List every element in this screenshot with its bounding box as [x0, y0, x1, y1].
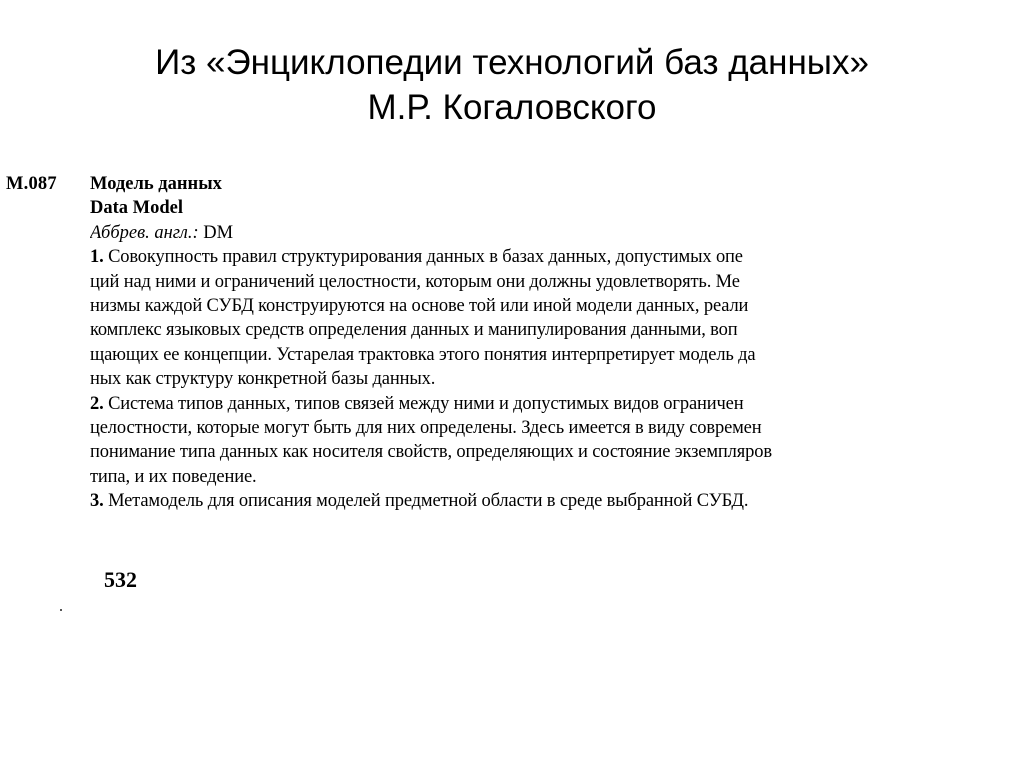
term-russian: Модель данных	[90, 174, 222, 194]
page-number: 532	[104, 567, 137, 592]
definition-1-text: Совокупность правил структурирования данных в базах данных, допустимых опе	[108, 247, 743, 268]
definition-1-line: щающих ее концепции. Устарелая трактовка этого понятия интерпретирует модель да	[90, 344, 756, 365]
definition-2-line	[90, 392, 970, 416]
slide-title	[0, 40, 1024, 130]
definition-1-line: комплекс языковых средств определения данных и манипулирования данными, воп	[90, 320, 738, 341]
definition-1-number: 1.	[90, 247, 104, 268]
definition-2-text: Система типов данных, типов связей между ними и допустимых видов ограничен	[108, 393, 744, 414]
definition-2-number: 2.	[90, 393, 104, 414]
term-english: Data Model	[90, 198, 183, 219]
definition-1-line: ций над ними и ограничений целостности, которым они должны удовлетворять. Ме	[90, 271, 740, 292]
definition-2-line: понимание типа данных как носителя свойств, определяющих и состояние экземпляров	[90, 442, 772, 463]
definition-3-line	[90, 489, 970, 513]
slide-title-line-2: М.Р. Когаловского	[367, 88, 657, 127]
slide-title-line-1: Из «Энциклопедии технологий баз данных»	[155, 43, 869, 82]
definition-3-number: 3.	[90, 491, 104, 512]
definition-3-text: Метамодель для описания моделей предметной области в среде выбранной СУБД.	[108, 491, 749, 512]
definition-2-line: целостности, которые могут быть для них определены. Здесь имеется в виду современ	[90, 417, 762, 438]
definition-1-line: ных как структуру конкретной базы данных.	[90, 369, 436, 390]
definition-2-line: типа, и их поведение.	[90, 466, 257, 487]
abbreviation-line	[90, 221, 970, 245]
definition-1-line: низмы каждой СУБД конструируются на основе той или иной модели данных, реали	[90, 295, 749, 316]
abbreviation-label: Аббрев. англ.:	[90, 222, 199, 243]
abbreviation-value: DM	[203, 222, 234, 243]
definition-1-line	[90, 245, 970, 269]
entry-body	[90, 172, 970, 513]
entry-code: М.087	[6, 174, 57, 194]
scan-speck	[60, 609, 62, 611]
